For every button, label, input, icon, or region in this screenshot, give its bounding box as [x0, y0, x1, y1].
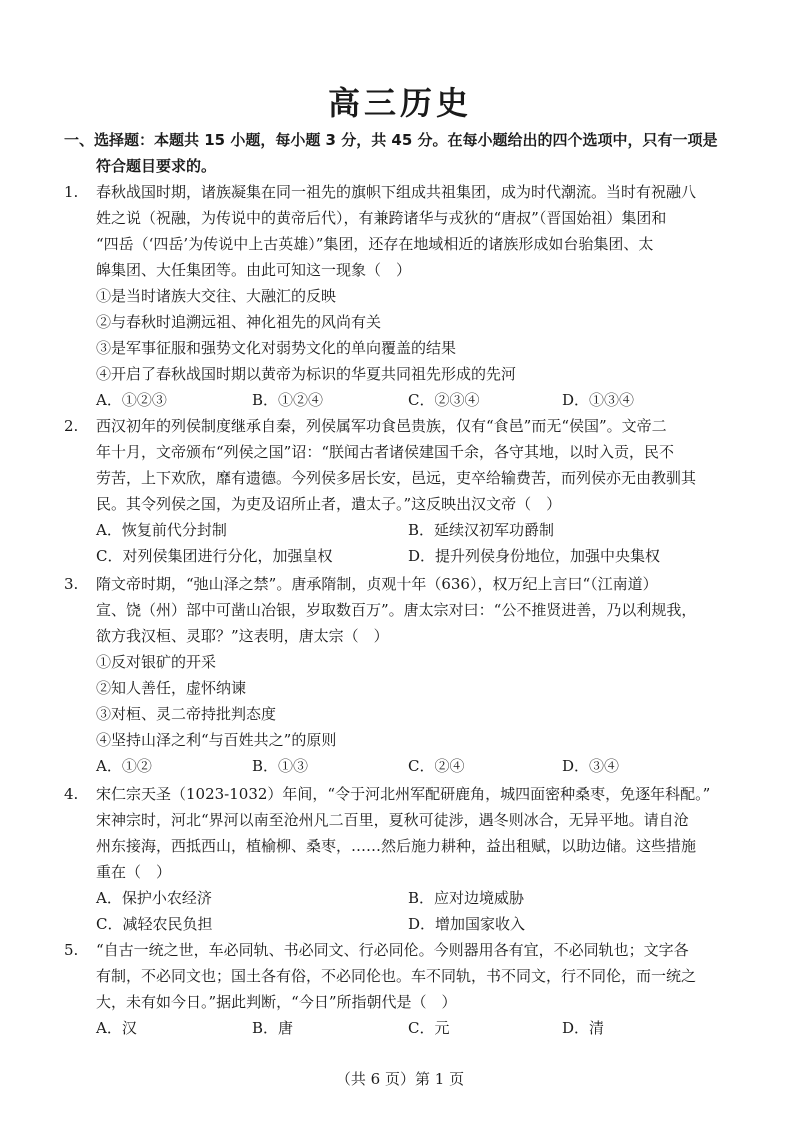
question-5-option-d[interactable]: D．清	[562, 1019, 605, 1037]
question-1-statement: ①是当时诸族大交往、大融汇的反映	[96, 287, 337, 305]
question-4-option-a[interactable]: A．保护小农经济	[96, 889, 212, 907]
question-3-statement: ④坚持山泽之利“与百姓共之”的原则	[96, 731, 337, 749]
question-3-option-b[interactable]: B．①③	[252, 757, 309, 775]
question-4-number: 4.	[64, 785, 79, 803]
question-5-option-b[interactable]: B．唐	[252, 1019, 294, 1037]
page-title: 高三历史	[327, 84, 472, 122]
question-2-stem-line: 民。其令列侯之国，为吏及诏所止者，遣太子。”这反映出汉文帝（ ）	[96, 495, 562, 513]
question-3-option-a[interactable]: A．①②	[96, 757, 152, 775]
question-3-stem-line: 宣、饶（州）部中可凿山冶银，岁取数百万”。唐太宗对曰：“公不推贤进善，乃以利规我，	[96, 601, 697, 619]
question-1-stem-line: “四岳（‘四岳’为传说中上古英雄）”集团，还存在地域相近的诸族形成如台骀集团、太	[96, 235, 654, 253]
question-1-stem-line: 春秋战国时期，诸族凝集在同一祖先的旗帜下组成共祖集团，成为时代潮流。当时有祝融八	[96, 183, 697, 201]
question-4-stem-line: 宋仁宗天圣（1023-1032）年间，“令于河北州军配研鹿角，城四面密种桑枣，免逐年科配。”	[96, 785, 711, 803]
question-5-stem-line: 有制，不必同文也；国土各有俗，不必同伦也。车不同轨，书不同文，行不同伦，而一统之	[96, 967, 697, 985]
question-3-statement: ①反对银矿的开采	[96, 653, 217, 671]
question-1-option-a[interactable]: A．①②③	[96, 391, 167, 409]
question-4-stem-line: 宋神宗时，河北“界河以南至沧州凡二百里，夏秋可徒涉，遇冬则冰合，无异平地。请自沧	[96, 811, 689, 829]
question-1-option-b[interactable]: B．①②④	[252, 391, 324, 409]
question-1-stem-line: 皞集团、大任集团等。由此可知这一现象（ ）	[96, 261, 412, 279]
question-2-number: 2.	[64, 417, 79, 435]
question-1-stem-line: 姓之说（祝融，为传说中的黄帝后代），有兼跨诸华与戎狄的“唐叔”（晋国始祖）集团和	[96, 209, 667, 227]
question-5-option-c[interactable]: C．元	[408, 1019, 450, 1037]
section-instructions-line-2: 符合题目要求的。	[96, 157, 217, 175]
question-1-statement: ②与春秋时追溯远祖、神化祖先的风尚有关	[96, 313, 382, 331]
question-5-stem-line: 大，未有如今日。”据此判断，“今日”所指朝代是（ ）	[96, 993, 457, 1011]
question-5-number: 5.	[64, 941, 79, 959]
question-4-option-d[interactable]: D．增加国家收入	[408, 915, 526, 933]
question-4-option-b[interactable]: B．应对边境威胁	[408, 889, 525, 907]
question-5-stem-line: “自古一统之世，车必同轨、书必同文、行必同伦。今则器用各有宜，不必同轨也；文字各	[96, 941, 689, 959]
question-3-stem-line: 欲方我汉桓、灵耶？”这表明，唐太宗（ ）	[96, 627, 389, 645]
question-1-statement: ③是军事征服和强势文化对弱势文化的单向覆盖的结果	[96, 339, 457, 357]
question-2-option-b[interactable]: B．延续汉初军功爵制	[408, 521, 555, 539]
question-1-option-d[interactable]: D．①③④	[562, 391, 635, 409]
section-instructions-line-1: 一、选择题：本题共 15 小题，每小题 3 分，共 45 分。在每小题给出的四个选项中，只有一项是	[64, 131, 718, 149]
question-2-stem-line: 劳苦，上下欢欣，靡有遗德。今列侯多居长安，邑远，吏卒给输费苦，而列侯亦无由教驯其	[96, 469, 697, 487]
question-4-stem-line: 州东接海，西抵西山，植榆柳、桑枣，……然后施力耕种，益出租赋，以助边储。这些措施	[96, 837, 697, 855]
page-footer: （共 6 页）第 1 页	[335, 1070, 465, 1088]
question-3-statement: ②知人善任，虚怀纳谏	[96, 679, 247, 697]
question-3-statement: ③对桓、灵二帝持批判态度	[96, 705, 277, 723]
question-1-number: 1.	[64, 183, 79, 201]
question-3-option-c[interactable]: C．②④	[408, 757, 465, 775]
question-3-option-d[interactable]: D．③④	[562, 757, 620, 775]
question-2-option-c[interactable]: C．对列侯集团进行分化，加强皇权	[96, 547, 333, 565]
question-4-stem-line: 重在（ ）	[96, 863, 172, 881]
question-2-option-d[interactable]: D．提升列侯身份地位，加强中央集权	[408, 547, 661, 565]
question-1-option-c[interactable]: C．②③④	[408, 391, 480, 409]
question-2-option-a[interactable]: A．恢复前代分封制	[96, 521, 227, 539]
question-5-option-a[interactable]: A．汉	[96, 1019, 137, 1037]
question-2-stem-line: 西汉初年的列侯制度继承自秦，列侯属军功食邑贵族，仅有“食邑”而无“侯国”。文帝二	[96, 417, 667, 435]
question-3-stem-line: 隋文帝时期，“弛山泽之禁”。唐承隋制，贞观十年（636），权万纪上言曰“（江南道）	[96, 575, 658, 593]
question-1-statement: ④开启了春秋战国时期以黄帝为标识的华夏共同祖先形成的先河	[96, 365, 517, 383]
question-2-stem-line: 年十月，文帝颁布“列侯之国”诏：“朕闻古者诸侯建国千余，各守其地，以时入贡，民不	[96, 443, 675, 461]
question-3-number: 3.	[64, 575, 79, 593]
question-4-option-c[interactable]: C．减轻农民负担	[96, 915, 213, 933]
